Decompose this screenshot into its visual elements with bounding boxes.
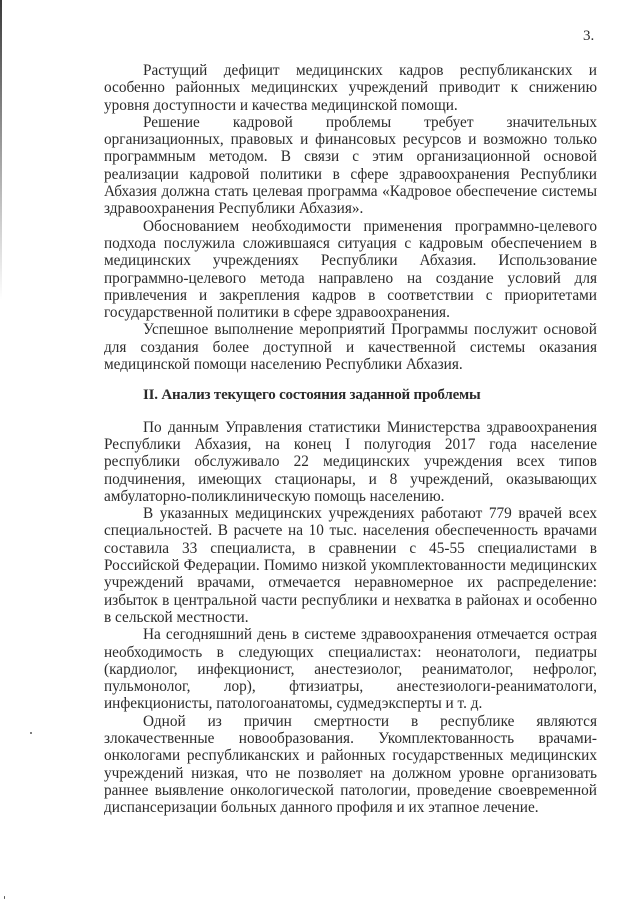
paragraph: По данным Управления статистики Министерства здравоохранения Республики Абхазия, на конец I полугодия 2017 года население республики обслуживало 22 медицинских учреждения всех типов подчинения, имеющих стационары, и 8 учреждений, оказывающих амбулаторно-поликлиническую помощь населению.	[104, 418, 597, 505]
paragraph: Решение кадровой проблемы требует значительных организационных, правовых и финансовых ресурсов и возможно только программным методом. В связи с этим организационной основой реализации кадровой политики в сфере здравоохранения Республики Абхазия должна стать целевая программа «Кадровое обеспечение системы здравоохранения Республики Абхазия».	[104, 113, 597, 218]
paragraph: Обоснованием необходимости применения программно-целевого подхода послужила сложившаяся ситуация с кадровым обеспечением в медицинских учреждениях Республики Абхазия. Использование программно-целевого метода направлено на создание условий для привлечения и закрепления кадров в соответствии с приоритетами государственной политики в сфере здравоохранения.	[104, 217, 597, 322]
scan-speck	[30, 732, 32, 734]
paragraph: Растущий дефицит медицинских кадров республиканских и особенно районных медицинских учреждений приводит к снижению уровня доступности и качества медицинской помощи.	[104, 62, 597, 114]
section-heading: II. Анализ текущего состояния заданной проблемы	[143, 387, 481, 404]
paragraph: Одной из причин смертности в республике являются злокачественные новообразования. Укомплектованность врачами-онкологами республиканских и районных государственных медицинских учреждений низкая, что не позволяет на должном уровне организовать раннее выявление онкологической патологии, проведение своевременной диспансеризации больных данного профиля и их этапное лечение.	[104, 712, 597, 817]
page-number: 3.	[583, 28, 595, 44]
paragraph: Успешное выполнение мероприятий Программы послужит основой для создания более доступной и качественной системы оказания медицинской помощи населению Республики Абхазия.	[104, 321, 597, 374]
paragraph: На сегодняшний день в системе здравоохранения отмечается острая необходимость в следующих специалистах: неонатологи, педиатры (кардиолог, инфекционист, анестезиолог, реаниматолог, нефролог, пульмонолог, лор), фтизиатры, анестезиологи-реаниматологи, инфекционисты, патологоанатомы, судмедэксперты и т. д.	[104, 626, 597, 713]
scan-speck	[4, 896, 5, 899]
document-body	[104, 62, 597, 816]
paragraph: В указанных медицинских учреждениях работают 779 врачей всех специальностей. В расчете на 10 тыс. населения обеспеченность врачами составила 33 специалиста, в сравнении с 45-55 специалистами в Российской Федерации. Помимо низкой укомплектованности медицинских учреждений врачами, отмечается неравномерное их распределение: избыток в центральной части республики и нехватка в районах и особенно в сельской местности.	[104, 505, 597, 626]
scan-edge-shadow	[0, 0, 2, 300]
